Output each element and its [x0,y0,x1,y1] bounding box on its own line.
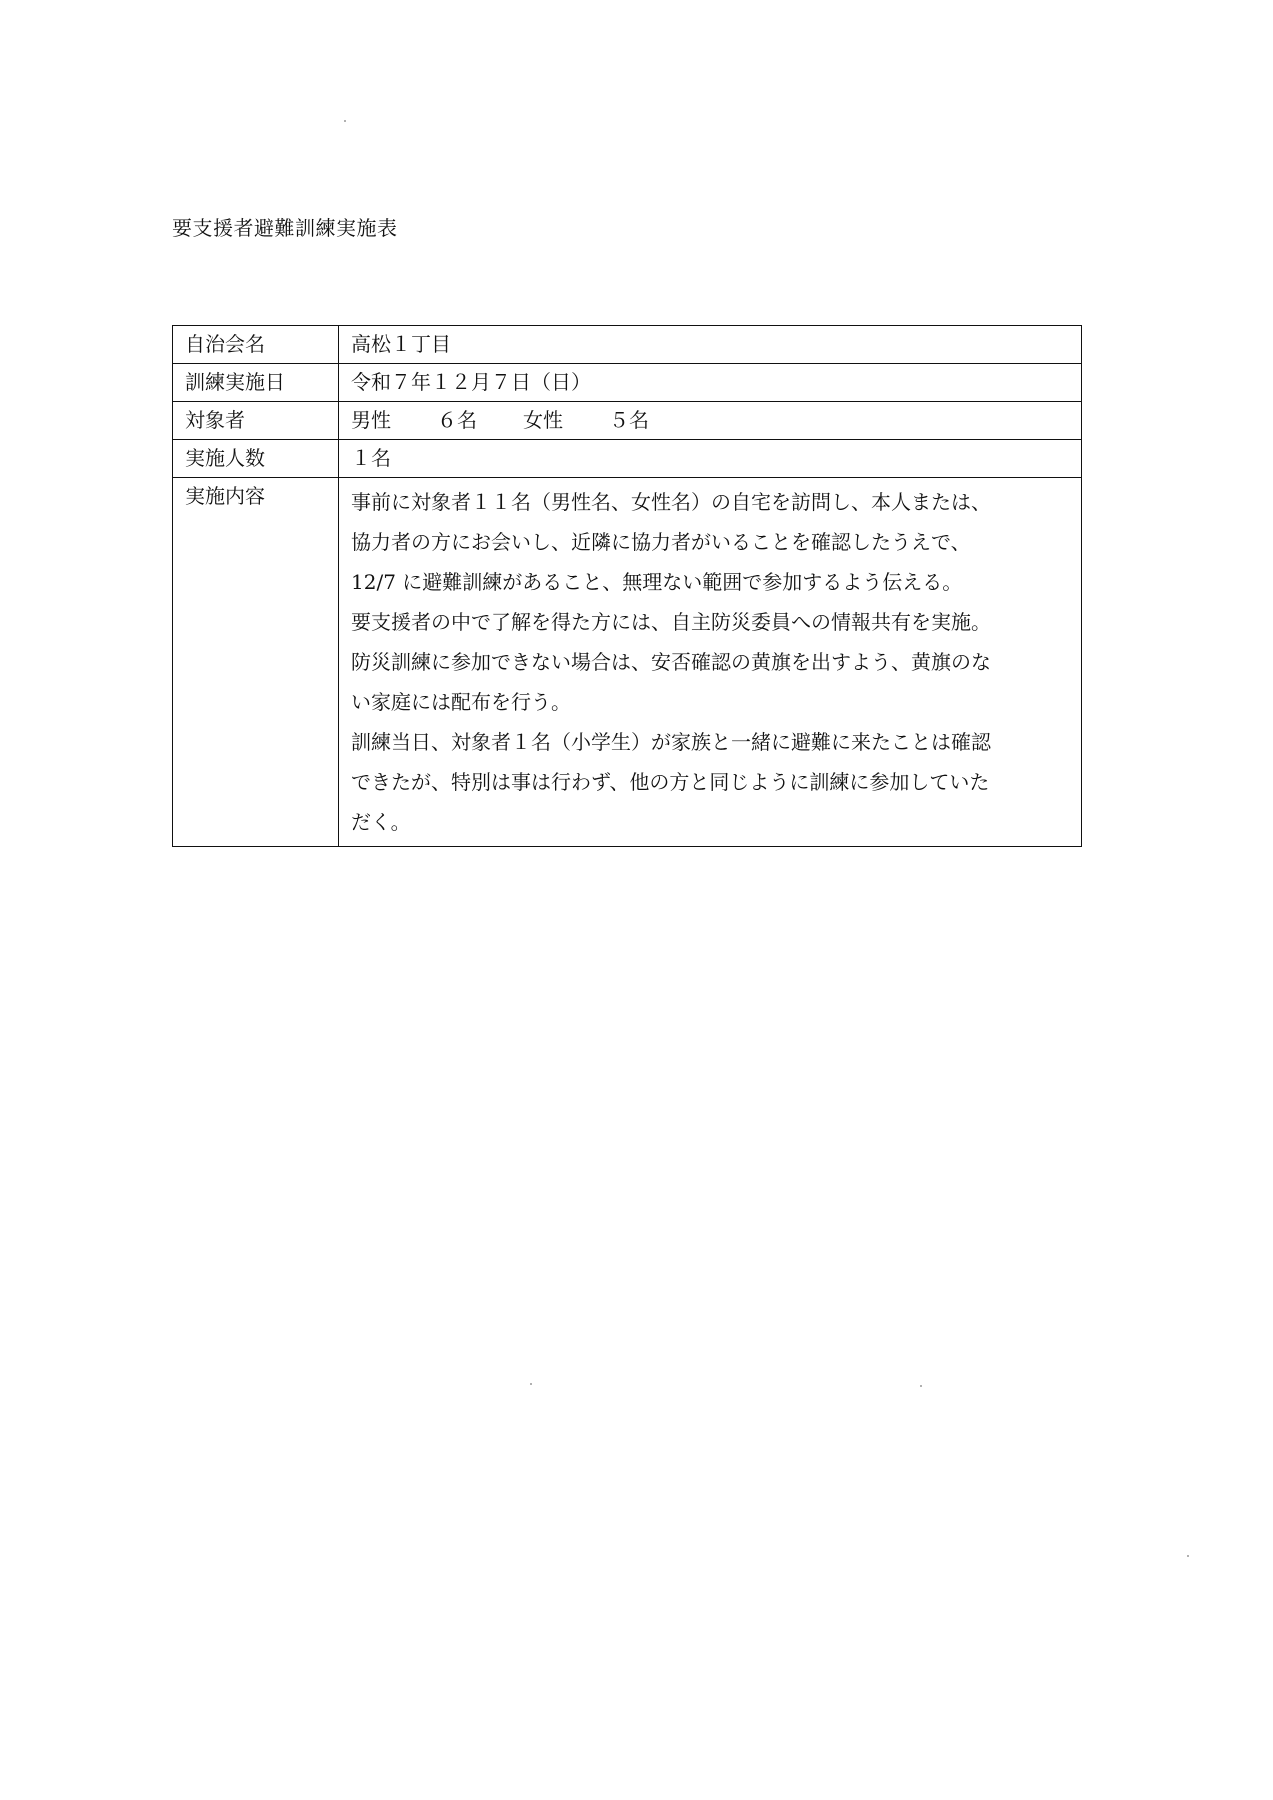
participants-count-value: １名 [339,440,1082,478]
document-title: 要支援者避難訓練実施表 [172,216,398,240]
content-line: 協力者の方にお会いし、近隣に協力者がいることを確認したうえで、 [351,530,971,554]
content-line: 事前に対象者１１名（男性名、女性名）の自宅を訪問し、本人または、 [351,490,991,514]
table-row [173,326,1082,364]
scan-speck [344,120,346,122]
association-name-value: 高松１丁目 [339,326,1082,364]
content-line: 訓練当日、対象者１名（小学生）が家族と一緒に避難に来たことは確認 [351,730,991,754]
content-line: 12/7 に避難訓練があること、無理ない範囲で参加するよう伝える。 [351,570,963,594]
implementation-content-value [339,478,1082,847]
scan-speck [530,1383,532,1385]
association-name-label: 自治会名 [173,326,339,364]
male-count: ６名 [437,408,477,432]
training-date-value: 令和７年１２月７日（日） [339,364,1082,402]
content-line: 防災訓練に参加できない場合は、安否確認の黄旗を出すよう、黄旗のな [351,650,991,674]
participants-count-label: 実施人数 [173,440,339,478]
male-label: 男性 [351,408,391,432]
female-label: 女性 [523,408,563,432]
target-persons-label: 対象者 [173,402,339,440]
training-record-table [172,325,1082,847]
content-line: できたが、特別は事は行わず、他の方と同じように訓練に参加していた [351,770,990,794]
content-line: だく。 [351,810,411,834]
scan-speck [920,1385,922,1387]
table-row [173,402,1082,440]
scan-speck [1187,1555,1189,1557]
table-row [173,478,1082,847]
table-row [173,364,1082,402]
content-line: 要支援者の中で了解を得た方には、自主防災委員への情報共有を実施。 [351,610,991,634]
table-row [173,440,1082,478]
female-count: ５名 [609,408,649,432]
target-persons-value [339,402,1082,440]
training-date-label: 訓練実施日 [173,364,339,402]
implementation-content-label: 実施内容 [173,478,339,847]
content-line: い家庭には配布を行う。 [351,690,571,714]
